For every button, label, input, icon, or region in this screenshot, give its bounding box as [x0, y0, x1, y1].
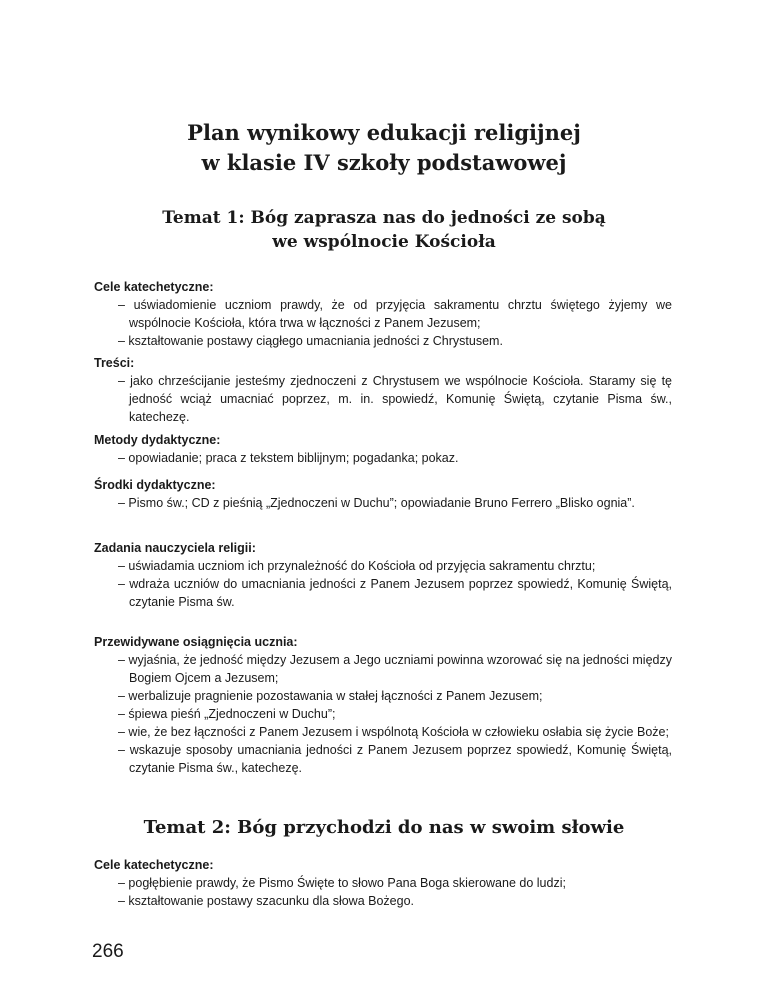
section-items	[94, 651, 672, 777]
section-items	[94, 494, 672, 512]
topic-1-section-cele	[94, 278, 672, 350]
topic-1-title-line-2: we wspólnocie Kościoła	[272, 232, 496, 252]
document-title-line-2: w klasie IV szkoły podstawowej	[201, 150, 567, 175]
document-title	[100, 118, 668, 178]
topic-1-section-metody	[94, 431, 672, 467]
topic-2-section-cele	[94, 856, 672, 910]
topic-1-section-srodki	[94, 476, 672, 512]
section-label: Przewidywane osiągnięcia ucznia:	[94, 635, 298, 649]
list-item: – jako chrześcijanie jesteśmy zjednoczeni z Chrystusem we wspólnocie Kościoła. Staramy się tę jedność wciąż umacniać poprzez, m. in. spowiedź, Komunię Świętą, czytanie Pisma św., katechezę.	[118, 374, 672, 424]
section-label: Cele katechetyczne:	[94, 280, 214, 294]
section-items	[94, 874, 672, 910]
page-number: 266	[92, 941, 124, 962]
list-item: – kształtowanie postawy szacunku dla słowa Bożego.	[118, 894, 414, 908]
list-item: – wdraża uczniów do umacniania jedności z Panem Jezusem poprzez spowiedź, Komunię Świętą, czytanie Pisma św.	[118, 577, 672, 609]
document-title-line-1: Plan wynikowy edukacji religijnej	[187, 120, 581, 145]
topic-1-section-zadania	[94, 539, 672, 611]
list-item: – Pismo św.; CD z pieśnią „Zjednoczeni w Duchu”; opowiadanie Bruno Ferrero „Blisko ognia”.	[118, 496, 635, 510]
list-item: – pogłębienie prawdy, że Pismo Święte to słowo Pana Boga skierowane do ludzi;	[118, 876, 566, 890]
list-item: – werbalizuje pragnienie pozostawania w stałej łączności z Panem Jezusem;	[118, 689, 543, 703]
list-item: – kształtowanie postawy ciągłego umacniania jedności z Chrystusem.	[118, 334, 503, 348]
section-items	[94, 296, 672, 350]
section-label: Środki dydaktyczne:	[94, 478, 216, 492]
section-items	[94, 449, 672, 467]
topic-1-section-tresci	[94, 354, 672, 426]
section-label: Metody dydaktyczne:	[94, 433, 221, 447]
topic-1-section-osiagniecia	[94, 633, 672, 777]
list-item: – opowiadanie; praca z tekstem biblijnym; pogadanka; pokaz.	[118, 451, 459, 465]
list-item: – wyjaśnia, że jedność między Jezusem a Jego uczniami powinna wzorować się na jedności między Bogiem Ojcem a Jezusem;	[118, 653, 672, 685]
section-label: Cele katechetyczne:	[94, 858, 214, 872]
section-label: Treści:	[94, 356, 135, 370]
list-item: – uświadomienie uczniom prawdy, że od przyjęcia sakramentu chrztu świętego żyjemy we wspólnocie Kościoła, która trwa w łączności z Panem Jezusem;	[118, 298, 672, 330]
section-items	[94, 372, 672, 426]
section-label: Zadania nauczyciela religii:	[94, 541, 256, 555]
topic-1-title	[90, 206, 678, 254]
section-items	[94, 557, 672, 611]
list-item: – wie, że bez łączności z Panem Jezusem i wspólnotą Kościoła w człowieku osłabia się życie Boże;	[118, 725, 669, 739]
list-item: – śpiewa pieśń „Zjednoczeni w Duchu”;	[118, 707, 336, 721]
list-item: – wskazuje sposoby umacniania jedności z Panem Jezusem poprzez spowiedź, Komunię Świętą, czytanie Pisma św., katechezę.	[118, 743, 672, 775]
list-item: – uświadamia uczniom ich przynależność do Kościoła od przyjęcia sakramentu chrztu;	[118, 559, 596, 573]
topic-2-title: Temat 2: Bóg przychodzi do nas w swoim słowie	[143, 817, 625, 838]
topic-1-title-line-1: Temat 1: Bóg zaprasza nas do jedności ze sobą	[162, 208, 606, 228]
